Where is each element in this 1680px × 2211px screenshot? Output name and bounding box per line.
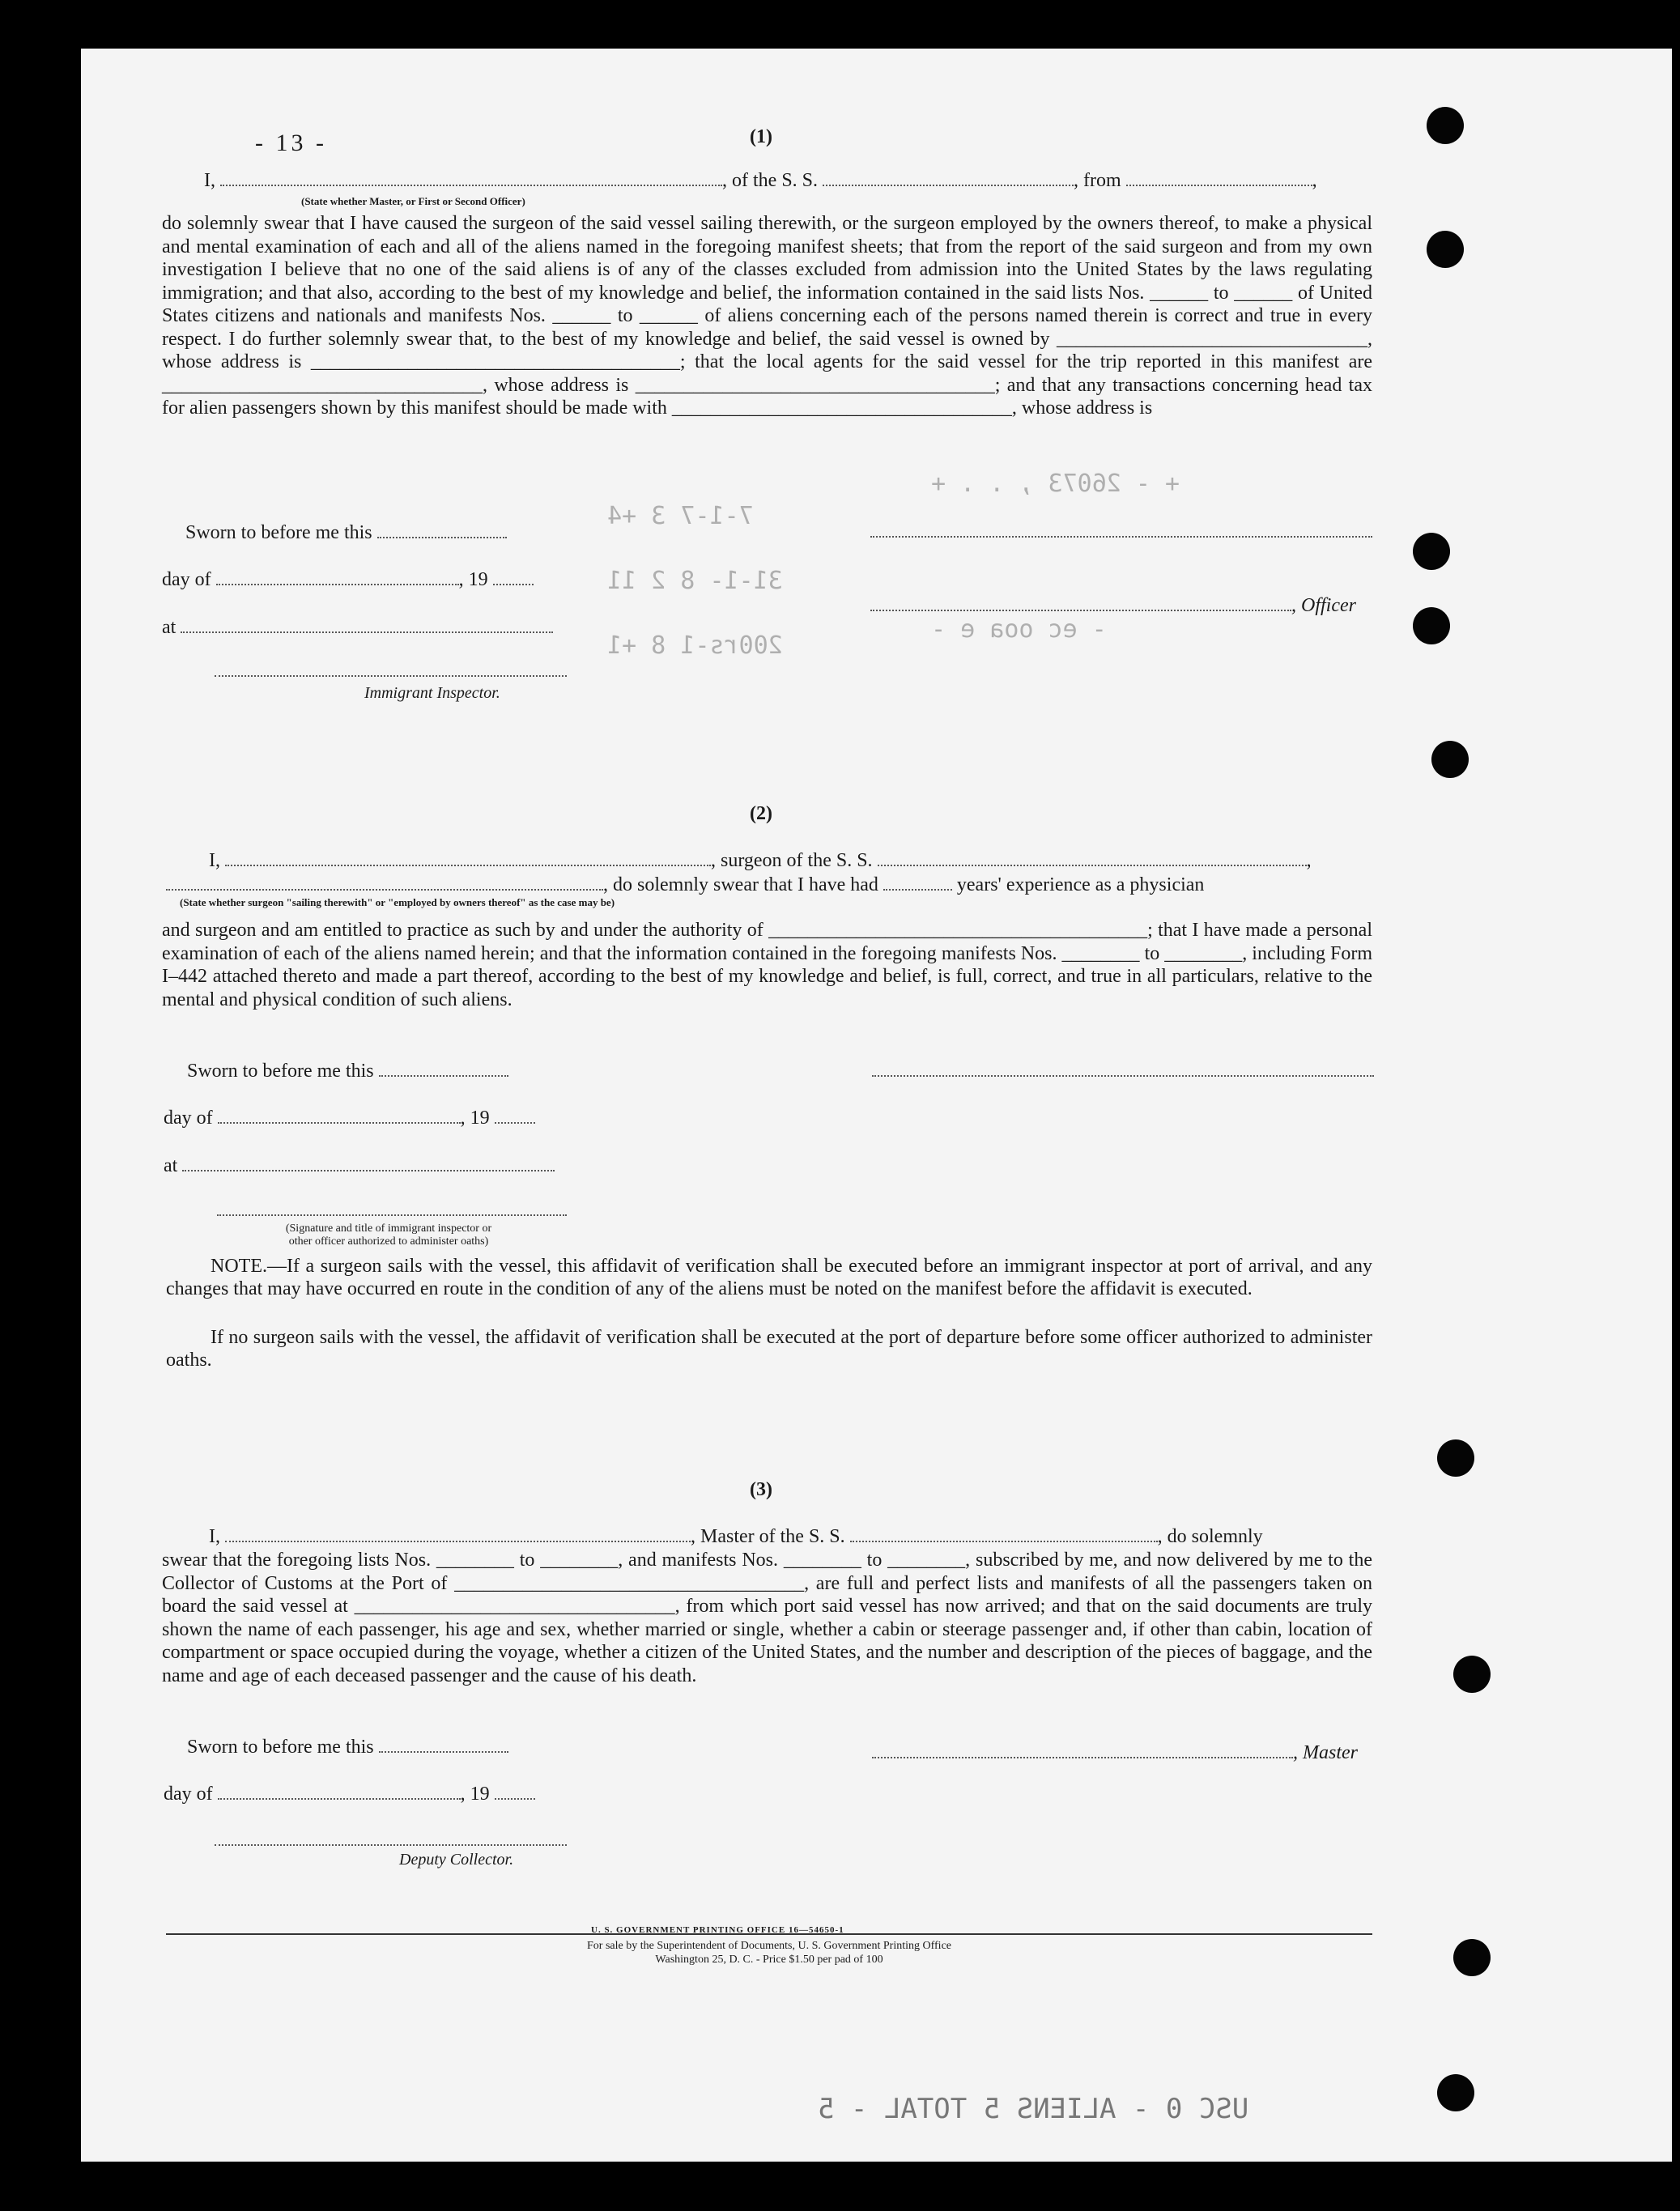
collector-signature-line[interactable] (215, 1844, 567, 1846)
printing-office-line: U. S. GOVERNMENT PRINTING OFFICE 16—54650-1 (591, 1925, 844, 1935)
section1-day-field[interactable] (216, 569, 459, 585)
section1-year-label: , 19 (458, 569, 488, 590)
section3-year-label: , 19 (460, 1784, 490, 1805)
bleed-through-text: 200rs-1 8 +1 (607, 631, 783, 660)
signature-caption-line2: other officer authorized to administer oaths) (288, 1235, 489, 1248)
section2-sworn-label: Sworn to before me this (187, 1061, 374, 1082)
punch-hole (1437, 2074, 1474, 2111)
section2-comma: , (1306, 850, 1312, 871)
section1-day-label: day of (162, 569, 211, 590)
section1-oath-body: do solemnly swear that I have caused the surgeon of the said vessel sailing therewith, or the surgeon employed by the owners thereof, to make a physical and mental examination of each and all of the aliens named in the foregoing manifest sheets; that from the report of the said surgeon and from my own investigation I believe that no one of the said aliens is of any of the classes excluded from admission into the United States by the laws regulating immigration; and that also, according to the best of my knowledge and belief, the information contained in the said lists Nos. ______ to ______ of United States citizens and nationals and manifests Nos. ______ to ______ of aliens concerning each of the persons named therein is correct and true in every respect. I do further solemnly swear that, to the best of my knowledge and belief, the said vessel is owned by ________________________________, whose address is ______________________________________; that the local agents for the said vessel for the trip reported in this manifest are _________________________________, whose address is _____________________________________; and that any transactions concerning head tax for alien passengers shown by this manifest should be made with ___________________________________, whose address is (162, 213, 1372, 419)
section3-master-label: , Master of the S. S. (691, 1526, 845, 1547)
section3-i-label: I, (209, 1526, 220, 1547)
section3-heading: (3) (750, 1479, 772, 1500)
section2-at-field[interactable] (182, 1155, 555, 1171)
section1-of-ss-label: , of the S. S. (722, 170, 819, 191)
section3-day-label: day of (164, 1784, 213, 1805)
section1-at-field[interactable] (181, 617, 553, 633)
punch-hole (1413, 533, 1450, 570)
master-caption: (State whether Master, or First or Second Officer) (301, 195, 525, 207)
section3-line1 (209, 1526, 1263, 1548)
section3-master-name-field[interactable] (225, 1526, 691, 1542)
bottom-stamp: USC 0 - ALIENS 5 TOTAL - 5 (818, 2093, 1249, 2125)
punch-hole (1437, 1439, 1474, 1477)
section1-from-label: , from (1074, 170, 1121, 191)
note-label: NOTE. (211, 1256, 267, 1277)
note-paragraph (166, 1255, 1372, 1300)
section3-oath-body: swear that the foregoing lists Nos. ________ to ________, and manifests Nos. ________ to ________, subscribed by me, and now delivered by me to the Collector of Customs at the Port of ____________________________________, are full and perfect lists and manifests of all the passengers taken on board the said vessel at _________________________________, from which port said vessel has now arrived; and that on the said documents are truly shown the name of each passenger, his age and sex, whether married or single, whether a cabin or steerage passenger and, if other than cabin, location of compartment or space occupied during the voyage, whether a citizen of the United States, and the number and description of the pieces of baggage, and the name and age of each deceased passenger and the cause of his death. (162, 1550, 1372, 1686)
bleed-through-text: 7-1-7 3 +4 (607, 502, 754, 530)
surgeon-caption: (State whether surgeon "sailing therewith" or "employed by owners thereof" as the case may be) (180, 896, 615, 908)
section2-oath-body: and surgeon and am entitled to practice as such by and under the authority of _______________________________________; that I have made a personal examination of each of the aliens named herein; and that the information contained in the foregoing manifests Nos. ________ to ________, including Form I–442 attached thereto and made a part thereof, according to the best of my knowledge and belief, is full, correct, and true in all particulars, relative to the mental and physical condition of such aliens. (162, 920, 1372, 1010)
inspector-label: Immigrant Inspector. (364, 684, 500, 702)
punch-hole (1431, 741, 1469, 778)
section2-signature-line[interactable] (872, 1075, 1374, 1077)
section1-sworn-row (185, 522, 507, 544)
punch-hole (1453, 1939, 1491, 1976)
section2-at-label: at (164, 1155, 178, 1176)
section3-sworn-row (187, 1737, 508, 1758)
section1-oath-start (204, 170, 1317, 192)
punch-hole (1427, 231, 1464, 268)
section3-swear-label: , do solemnly (1157, 1526, 1263, 1547)
section3-day-field[interactable] (218, 1784, 461, 1800)
section3-master-sign-label: , Master (1293, 1742, 1358, 1763)
section2-year-field[interactable] (495, 1108, 535, 1124)
section2-sworn-date-field[interactable] (379, 1061, 508, 1077)
bleed-through-text: + - 26073 , . . + (931, 470, 1180, 498)
surgeon-name-field[interactable] (225, 850, 711, 866)
section3-vessel-field[interactable] (850, 1526, 1158, 1542)
footer-rule (166, 1933, 1372, 1935)
bleed-through-text: 31-1- 8 2 11 (607, 567, 783, 595)
section2-at-row (164, 1155, 555, 1177)
section1-officer-label: , Officer (1291, 595, 1356, 616)
section1-at-label: at (162, 617, 177, 638)
section2-day-label: day of (164, 1108, 213, 1129)
section1-day-row (162, 569, 534, 591)
section3-master-signature-field[interactable] (872, 1742, 1293, 1758)
note-text: —If a surgeon sails with the vessel, this affidavit of verification shall be executed before an immigrant inspector at port of arrival, and any changes that may have occurred en route in the condition of any of the aliens must be noted on the manifest before the affidavit is executed. (166, 1256, 1372, 1299)
section1-sworn-label: Sworn to before me this (185, 522, 372, 543)
signature-caption (211, 1222, 567, 1248)
section2-heading: (2) (750, 803, 772, 824)
inspector-signature-line[interactable] (215, 675, 567, 677)
collector-label: Deputy Collector. (399, 1851, 514, 1869)
section1-at-row (162, 617, 553, 639)
section1-comma: , (1312, 170, 1317, 191)
page-number: - 13 - (255, 130, 327, 156)
surgeon-capacity-field[interactable] (166, 874, 603, 891)
inspector-signature-line-2[interactable] (217, 1214, 567, 1216)
footer-sale-line1: For sale by the Superintendent of Documents, U. S. Government Printing Office (587, 1940, 951, 1952)
punch-hole (1413, 607, 1450, 644)
section2-line2 (166, 874, 1204, 896)
bleed-through-text: - ec ooa e - (931, 615, 1107, 644)
signature-caption-line1: (Signature and title of immigrant inspector or (285, 1222, 492, 1235)
section2-i-label: I, (209, 850, 220, 871)
section1-i-label: I, (204, 170, 215, 191)
section1-sworn-date-field[interactable] (377, 522, 507, 538)
section2-year-label: , 19 (460, 1108, 490, 1129)
master-name-field[interactable] (220, 170, 722, 186)
section1-heading: (1) (750, 126, 772, 147)
port-from-field[interactable] (1126, 170, 1312, 186)
section1-year-field[interactable] (493, 569, 534, 585)
years-experience-field[interactable] (883, 874, 952, 891)
section3-day-row (164, 1784, 535, 1805)
section3-master-row (872, 1742, 1358, 1764)
punch-hole (1453, 1656, 1491, 1693)
footer-sale-line2: Washington 25, D. C. - Price $1.50 per pad of 100 (655, 1954, 883, 1966)
section2-surgeon-label: , surgeon of the S. S. (711, 850, 873, 871)
section3-sworn-label: Sworn to before me this (187, 1737, 374, 1758)
section3-year-field[interactable] (495, 1784, 535, 1800)
section2-sworn-row (187, 1061, 508, 1082)
section2-years-label: years' experience as a physician (956, 874, 1205, 895)
section3-sworn-date-field[interactable] (379, 1737, 508, 1753)
section1-signature-line[interactable] (870, 536, 1372, 538)
section2-swear-label: , do solemnly swear that I have had (603, 874, 878, 895)
section2-day-field[interactable] (218, 1108, 461, 1124)
vessel-name-field[interactable] (823, 170, 1074, 186)
section1-officer-row (870, 595, 1356, 617)
section2-day-row (164, 1108, 535, 1129)
section2-vessel-field[interactable] (878, 850, 1307, 866)
note-paragraph-2: If no surgeon sails with the vessel, the affidavit of verification shall be executed at the port of departure before some officer authorized to administer oaths. (166, 1327, 1372, 1371)
section1-officer-field[interactable] (870, 595, 1291, 611)
section2-line1 (209, 850, 1312, 872)
